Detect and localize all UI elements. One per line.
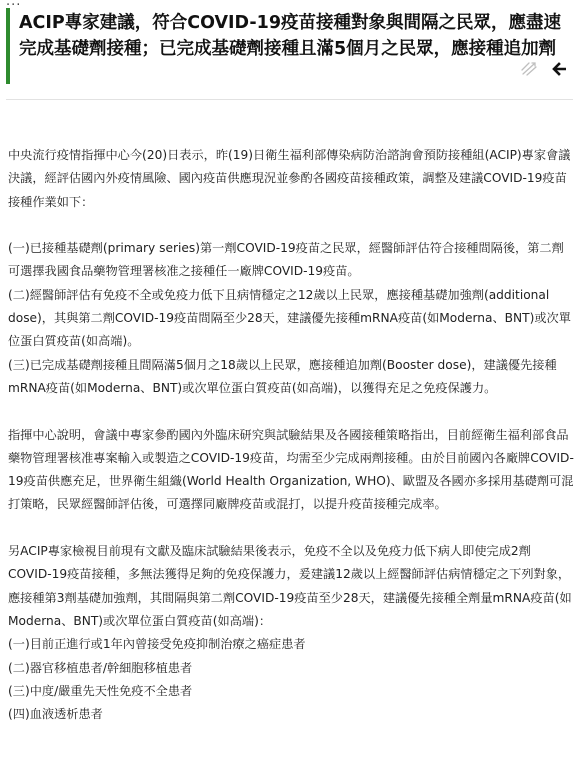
back-button[interactable] [549, 60, 569, 78]
article-paragraph: 另ACIP專家檢視目前現有文獻及臨床試驗結果後表示，免疫不全以及免疫力低下病人即使完成2劑COVID-19疫苗接種，多無法獲得足夠的免疫保護力，爰建議12歲以上經醫師評估病情穩定之下列對象，應接種第3劑基礎加強劑，其間隔與第二劑COVID-19疫苗至少28天，建議優先接種全劑量mRNA疫苗(如Moderna、BNT)或次單位蛋白質疫苗(如高端)： [8, 544, 572, 628]
article-paragraph: 指揮中心說明，會議中專家參酌國內外臨床研究與試驗結果及各國接種策略指出，目前經衛生福利部食品藥物管理署核准專案輸入或製造之COVID-19疫苗，均需至少完成兩劑接種。由於目前國內各廠牌COVID-19疫苗供應充足，世界衛生組織(World Health Organization, WHO)、歐盟及各國亦多採用基礎劑可混打策略，民眾經醫師評估後，可選擇同廠牌疫苗或混打，以提升疫苗接種完成率。 [8, 427, 574, 512]
share-button[interactable] [519, 60, 539, 78]
article-paragraph: (一)目前正進行或1年內曾接受免疫抑制治療之癌症患者 [8, 637, 306, 652]
paragraph-spacer [8, 517, 574, 540]
article-paragraph: (二)經醫師評估有免疫不全或免疫力低下且病情穩定之12歲以上民眾，應接種基礎加強劑(additional dose)，其與第二劑COVID-19疫苗間隔至少28天，建議優先接種mRNA疫苗(如Moderna、BNT)或次單位蛋白質疫苗(如高端)。 [8, 287, 571, 349]
paragraph-spacer [8, 214, 574, 237]
article-toolbar [519, 60, 569, 78]
article-paragraph: (三)已完成基礎劑接種且間隔滿5個月之18歲以上民眾，應接種追加劑(Booster dose)，建議優先接種mRNA疫苗(如Moderna、BNT)或次單位蛋白質疫苗(如高端)，以獲得充足之免疫保護力。 [8, 357, 557, 395]
article-paragraph: (四)血液透析患者 [8, 707, 103, 722]
article-paragraph: (二)器官移植患者/幹細胞移植患者 [8, 660, 193, 675]
header-divider [6, 99, 573, 100]
article-paragraph: (一)已接種基礎劑(primary series)第一劑COVID-19疫苗之民眾，經醫師評估符合接種間隔後，第二劑可選擇我國食品藥物管理署核准之接種任一廠牌COVID-19疫苗。 [8, 241, 564, 279]
title-block [6, 8, 573, 84]
article-paragraph: (三)中度/嚴重先天性免疫不全患者 [8, 683, 193, 698]
article-body [8, 144, 574, 726]
paragraph-spacer [8, 400, 574, 423]
share-icon [521, 62, 537, 76]
back-arrow-icon [552, 62, 566, 76]
article-paragraph: 中央流行疫情指揮中心今(20)日表示，昨(19)日衛生福利部傳染病防治諮詢會預防接種組(ACIP)專家會議決議，經評估國內外疫情風險、國內疫苗供應現況並參酌各國疫苗接種政策，調整及建議COVID-19疫苗接種作業如下： [8, 148, 571, 209]
page-title: ACIP專家建議，符合COVID-19疫苗接種對象與間隔之民眾，應盡速完成基礎劑接種；已完成基礎劑接種且滿5個月之民眾，應接種追加劑 [19, 13, 561, 59]
top-ellipsis: ... [6, 0, 22, 9]
